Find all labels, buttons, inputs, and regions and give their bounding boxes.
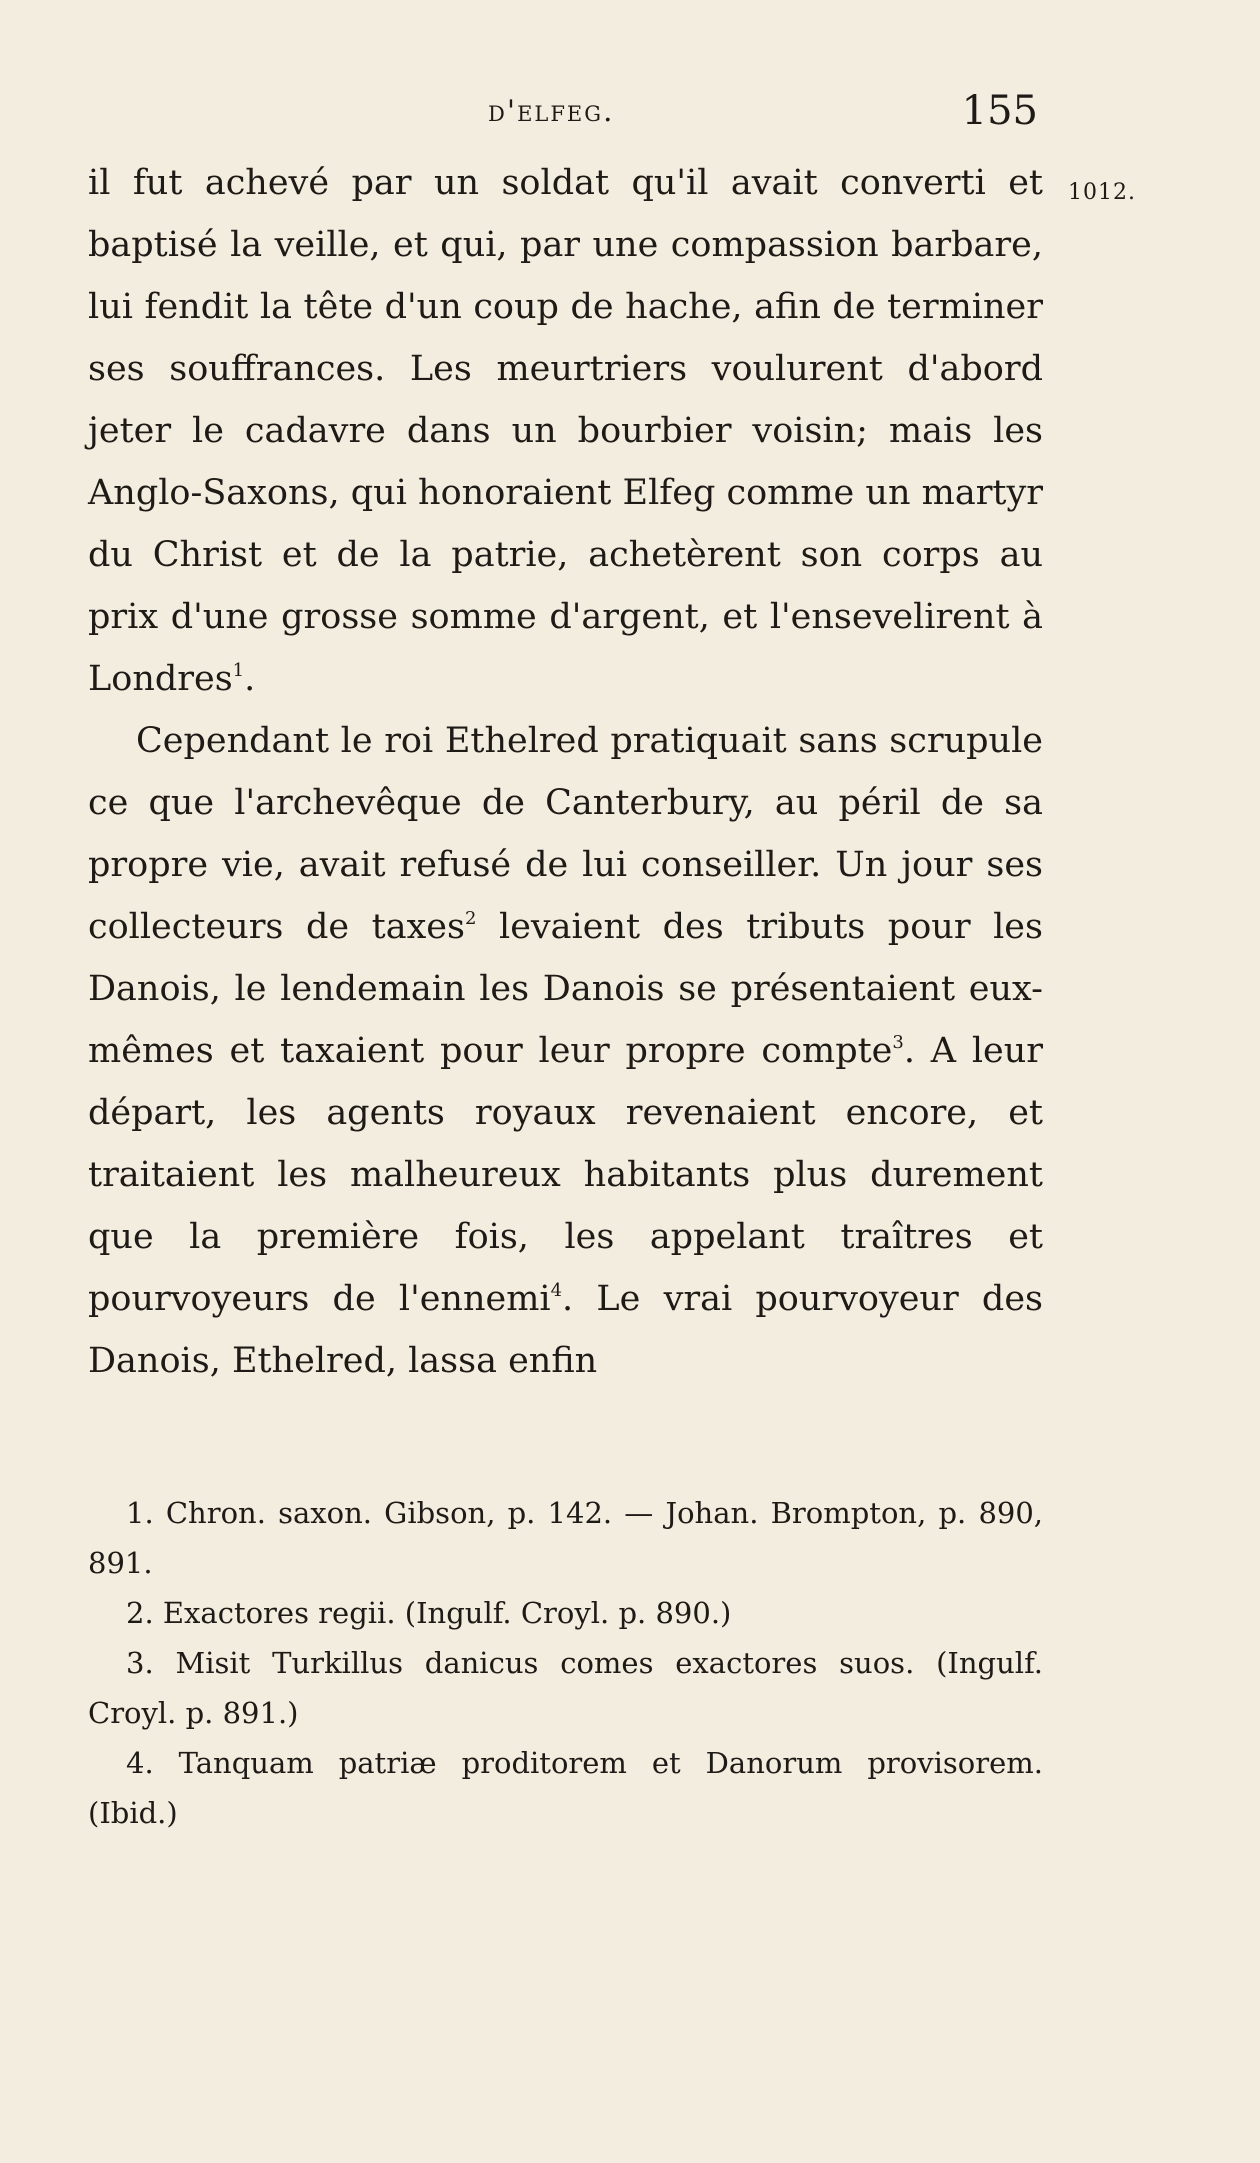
running-title: d'elfeg.: [488, 94, 615, 129]
paragraph-text: .: [244, 659, 256, 699]
footnote-number: 3.: [126, 1646, 154, 1680]
paragraph-text: . Le vrai pourvoyeur des Danois, Ethelred, lassa enfin: [88, 1279, 1044, 1381]
paragraph-2: [88, 710, 1043, 1392]
footnote-3: [88, 1638, 1043, 1738]
margin-year-note: 1012.: [1068, 180, 1136, 205]
footnote-number: 1.: [126, 1496, 154, 1530]
footnotes: [88, 1488, 1043, 1838]
footnote-text: Misit Turkillus danicus comes exactores suos. (Ingulf. Croyl. p. 891.): [88, 1646, 1043, 1730]
footnote-ref: 4: [550, 1280, 563, 1301]
footnote-ref: 3: [892, 1032, 904, 1053]
footnote-ref: 1: [232, 660, 245, 681]
footnote-ref: 2: [464, 908, 477, 929]
paragraph-1: [88, 152, 1043, 710]
page-number: 155: [961, 88, 1038, 134]
paragraph-text: . A leur départ, les agents royaux revenaient encore, et traitaient les malheureux habitants plus durement que la première fois, les appelant traîtres et pourvoyeurs de l'ennemi: [88, 1031, 1043, 1319]
running-head: [88, 88, 1038, 148]
footnote-text: Tanquam patriæ proditorem et Danorum provisorem. (Ibid.): [88, 1746, 1043, 1830]
paragraph-text: Cependant le roi Ethelred pratiquait sans scrupule ce que l'archevêque de Canterbury, au péril de sa propre vie, avait refusé de lui conseiller. Un jour ses collecteurs de taxes: [88, 721, 1043, 947]
footnote-1: [88, 1488, 1043, 1588]
body-text: [88, 152, 1043, 1392]
footnote-text: Chron. saxon. Gibson, p. 142. — Johan. Brompton, p. 890, 891.: [88, 1496, 1044, 1580]
footnote-number: 2.: [126, 1596, 154, 1630]
footnote-4: [88, 1738, 1043, 1838]
footnote-2: [88, 1588, 1043, 1638]
paragraph-text: levaient des tributs pour les Danois, le lendemain les Danois se présentaient eux-mêmes et taxaient pour leur propre compte: [88, 907, 1043, 1071]
footnote-text: Exactores regii. (Ingulf. Croyl. p. 890.): [162, 1596, 732, 1630]
footnote-number: 4.: [126, 1746, 154, 1780]
paragraph-text: il fut achevé par un soldat qu'il avait converti et baptisé la veille, et qui, par une compassion barbare, lui fendit la tête d'un coup de hache, afin de terminer ses souffrances. Les meurtriers voulurent d'abord jeter le cadavre dans un bourbier voisin; mais les Anglo-Saxons, qui honoraient Elfeg comme un martyr du Christ et de la patrie, achetèrent son corps au prix d'une grosse somme d'argent, et l'ensevelirent à Londres: [88, 163, 1043, 699]
